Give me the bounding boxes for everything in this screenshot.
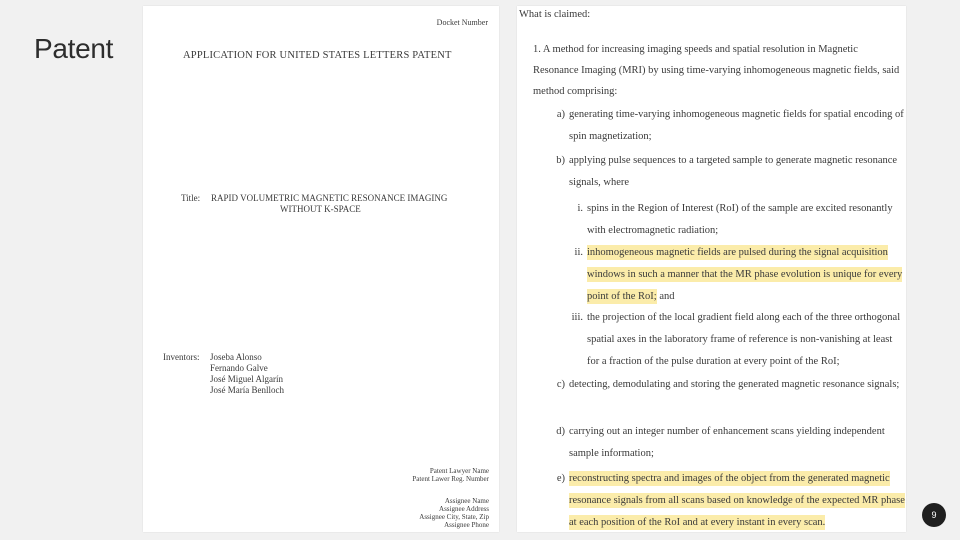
claim-number: 1.	[533, 44, 541, 55]
inventors-label: Inventors:	[163, 352, 200, 362]
claim-step-e	[556, 468, 905, 534]
step-label: e)	[556, 473, 565, 484]
step-text: applying pulse sequences to a targeted sample to generate magnetic resonance signals, where	[569, 155, 898, 188]
claim-1-intro	[533, 39, 903, 102]
step-label: c)	[556, 379, 565, 390]
inventor-name: José Miguel Algarín	[210, 374, 283, 384]
claim-intro-text: A method for increasing imaging speeds and spatial resolution in Magnetic Resonance Imaging (MRI) by using time-varying inhomogeneous magnetic fields, said method comprising:	[533, 44, 900, 97]
claims-heading: What is claimed:	[519, 9, 591, 20]
substep-label: iii.	[571, 312, 583, 323]
substep-label: i.	[577, 203, 583, 214]
patent-title-line-2: WITHOUT K-SPACE	[280, 204, 361, 214]
docket-number: Docket Number	[436, 18, 488, 27]
assignee-name: Assignee Name	[444, 497, 489, 505]
step-label: d)	[556, 426, 565, 437]
attorney-name: Patent Lawyer Name	[429, 467, 489, 475]
step-label: b)	[556, 155, 565, 166]
substep-text: the projection of the local gradient field along each of the three orthogonal spatial axes in the laboratory frame of reference is non-vanishing at least for a fraction of the pulse duration at every point of the RoI;	[587, 312, 901, 367]
highlighted-text: inhomogeneous magnetic fields are pulsed during the signal acquisition windows in such a manner that the MR phase evolution is unique for every point of the RoI;	[587, 247, 903, 302]
substep-label: ii.	[574, 247, 583, 258]
substep-text: spins in the Region of Interest (RoI) of the sample are excited resonantly with electromagnetic radiation;	[587, 203, 893, 236]
inventors-list	[210, 352, 284, 396]
inventor-name: José María Benlloch	[210, 385, 284, 395]
claim-substep-iii	[571, 307, 905, 373]
assignee-address: Assignee Address	[439, 505, 489, 513]
substep-suffix: and	[656, 291, 675, 302]
step-text: carrying out an integer number of enhancement scans yielding independent sample information;	[569, 426, 885, 459]
title-label: Title:	[181, 193, 201, 203]
claim-step-a	[556, 104, 905, 148]
attorney-block	[412, 467, 489, 483]
patent-claims-page	[517, 6, 906, 532]
claim-step-d	[556, 421, 905, 465]
claim-substep-i	[577, 198, 905, 242]
step-text: generating time-varying inhomogeneous magnetic fields for spatial encoding of spin magnetization;	[569, 109, 904, 142]
assignee-block	[419, 497, 489, 529]
inventor-name: Fernando Galve	[210, 363, 268, 373]
patent-cover-page	[143, 6, 499, 532]
assignee-phone: Assignee Phone	[444, 521, 489, 529]
page-number-badge: 9	[922, 503, 946, 527]
claim-step-c	[556, 374, 905, 396]
step-label: a)	[556, 109, 565, 120]
claim-step-b	[556, 150, 905, 194]
claim-substep-ii	[574, 242, 905, 308]
step-text: detecting, demodulating and storing the generated magnetic resonance signals;	[569, 379, 900, 390]
attorney-reg-number: Patent Lawer Reg. Number	[412, 475, 489, 483]
application-heading: APPLICATION FOR UNITED STATES LETTERS PATENT	[183, 50, 452, 61]
highlighted-text: reconstructing spectra and images of the object from the generated magnetic resonance signals from all scans based on knowledge of the expected MR phase at each position of the RoI and at every instant in every scan.	[569, 473, 905, 528]
slide-title: Patent	[34, 33, 114, 64]
inventor-name: Joseba Alonso	[210, 352, 262, 362]
assignee-city: Assignee City, State, Zip	[419, 513, 489, 521]
patent-title-line-1: RAPID VOLUMETRIC MAGNETIC RESONANCE IMAGING	[211, 193, 448, 203]
